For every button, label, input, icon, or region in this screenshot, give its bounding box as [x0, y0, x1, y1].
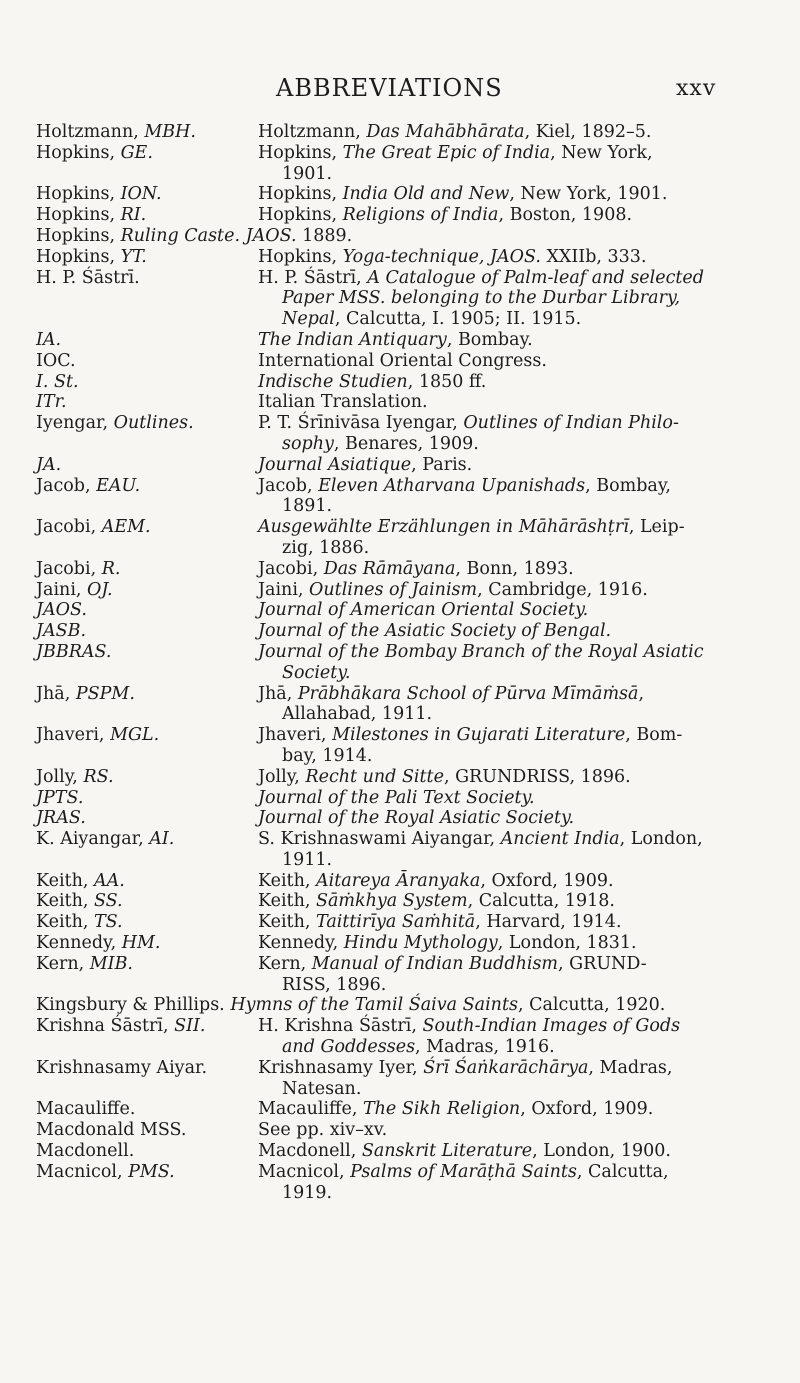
abbreviation-code: MGL. [110, 725, 160, 746]
expansion-text: , [638, 683, 645, 704]
expansion-title: Prābhākara School of Pūrva Mīmāṁsā [297, 683, 639, 704]
expansion-text: Macauliffe, [258, 1099, 363, 1120]
abbreviation-entry [36, 413, 776, 455]
abbreviation-entry [36, 642, 776, 684]
abbreviation-entry [36, 788, 776, 809]
abbreviation-entry [36, 559, 776, 580]
abbreviation-key [36, 954, 258, 996]
expansion-title: Journal of the Royal Asiatic Society. [258, 808, 575, 829]
abbreviation-expansion [302, 226, 352, 246]
abbreviation-entry [36, 621, 776, 642]
expansion-text: Macdonell, [258, 1141, 362, 1162]
abbreviation-expansion [258, 580, 776, 601]
expansion-text: Jolly, [258, 766, 306, 787]
abbreviation-expansion [258, 871, 776, 892]
abbreviation-code: ION. [120, 184, 162, 205]
expansion-text: , New York, [550, 142, 653, 163]
abbreviation-key [36, 1016, 258, 1058]
abbreviation-code: SS. [94, 891, 123, 912]
abbreviation-expansion [258, 392, 776, 413]
abbreviation-author: Hopkins, [36, 142, 121, 163]
abbreviation-author: Holtzmann, [36, 122, 145, 142]
abbreviation-expansion [258, 933, 776, 954]
abbreviation-author: Macnicol, [36, 1161, 129, 1182]
abbreviation-key [36, 829, 258, 871]
expansion-title: Milestones in Gujarati Literature [332, 725, 626, 746]
abbreviation-entry [36, 392, 776, 413]
expansion-title: Recht und Sitte [305, 766, 444, 787]
abbreviation-code: JBBRAS. [36, 641, 112, 662]
expansion-text: , Calcutta, 1918. [467, 891, 615, 912]
abbreviation-code: PMS. [128, 1161, 175, 1182]
abbreviation-entry [36, 1058, 776, 1100]
expansion-title: India Old and New [342, 184, 510, 205]
expansion-title: Hindu Mythology [343, 933, 498, 954]
expansion-text: Italian Translation. [258, 392, 428, 413]
abbreviation-code: AA. [94, 870, 125, 891]
abbreviation-expansion [258, 559, 776, 580]
abbreviation-entry [36, 517, 776, 559]
abbreviation-author: Hopkins, [36, 225, 121, 246]
abbreviation-key [36, 1141, 258, 1162]
expansion-text: , Bonn, 1893. [455, 558, 574, 579]
page-number: xxv [676, 76, 717, 101]
abbreviation-expansion [258, 1016, 776, 1058]
abbreviation-expansion [258, 684, 776, 726]
expansion-text: Jacobi, [258, 558, 324, 579]
abbreviation-entry [36, 1120, 776, 1141]
expansion-text: zig, 1886. [282, 537, 370, 558]
expansion-text: Macnicol, [258, 1161, 351, 1182]
abbreviation-entry [36, 268, 776, 330]
expansion-title: Journal of the Pali Text Society. [258, 787, 535, 808]
expansion-title: sophy [282, 433, 334, 454]
abbreviation-expansion [230, 995, 665, 1015]
expansion-text: Kennedy, [258, 933, 344, 954]
expansion-text: , London, 1900. [532, 1141, 671, 1162]
abbreviation-expansion [258, 1162, 776, 1204]
expansion-text: , London, [619, 829, 703, 850]
expansion-text: 1889. [302, 225, 353, 246]
abbreviation-key [36, 455, 258, 476]
expansion-text: 1919. [282, 1182, 333, 1203]
continuation-line [258, 850, 776, 871]
expansion-text: Allahabad, 1911. [282, 704, 433, 725]
abbreviation-expansion [258, 912, 776, 933]
abbreviation-author: Kern, [36, 953, 90, 974]
abbreviation-expansion [258, 1099, 776, 1120]
continuation-line [258, 1037, 776, 1058]
abbreviation-key [36, 912, 258, 933]
abbreviation-expansion [258, 413, 776, 455]
expansion-text: Keith, [258, 891, 316, 912]
abbreviation-entry [36, 226, 776, 247]
abbreviation-expansion [258, 330, 776, 351]
abbreviation-author: Krishnasamy Aiyar. [36, 1057, 208, 1078]
abbreviation-key [36, 372, 258, 393]
abbreviation-entry [36, 122, 776, 143]
abbreviation-entry [36, 600, 776, 621]
expansion-title: Sāṁkhya System [316, 891, 468, 912]
abbreviation-author: H. P. Śāstrī. [36, 267, 140, 288]
expansion-text: RISS, 1896. [282, 974, 387, 995]
continuation-line [258, 434, 776, 455]
abbreviation-key [36, 767, 258, 788]
abbreviation-key [36, 413, 258, 455]
abbreviation-author: Iyengar, [36, 413, 114, 434]
abbreviation-entry [36, 995, 776, 1016]
abbreviation-expansion [258, 642, 776, 684]
expansion-text: See pp. xiv–xv. [258, 1120, 388, 1141]
abbreviation-code: PSPM. [75, 683, 135, 704]
abbreviation-key [36, 725, 258, 767]
abbreviation-expansion [258, 808, 776, 829]
expansion-title: Indische Studien [258, 371, 408, 392]
page-title: ABBREVIATIONS [276, 74, 503, 102]
abbreviation-entry [36, 143, 776, 185]
expansion-text: Hopkins, [258, 142, 343, 163]
expansion-title: Hymns of the Tamil Śaiva Saints [230, 995, 518, 1016]
abbreviation-entry [36, 1099, 776, 1120]
expansion-title: Journal of the Bombay Branch of the Royal Asiatic [258, 641, 704, 662]
abbreviation-entry [36, 184, 776, 205]
abbreviation-author: Hopkins, [36, 205, 121, 226]
abbreviation-code: AEM. [101, 517, 151, 538]
abbreviation-code: R. [101, 558, 121, 579]
abbreviation-author: Macdonell. [36, 1141, 135, 1162]
expansion-text: , Cambridge, 1916. [477, 579, 648, 600]
abbreviation-key [36, 476, 258, 518]
expansion-text: Natesan. [282, 1078, 362, 1099]
continuation-line [258, 746, 776, 767]
abbreviation-expansion [258, 372, 776, 393]
abbreviation-entry [36, 891, 776, 912]
abbreviation-author: Hopkins, [36, 246, 121, 267]
abbreviation-expansion [258, 476, 776, 518]
expansion-text: , Bom- [625, 725, 683, 746]
expansion-title: and Goddesses [282, 1037, 416, 1058]
expansion-text: Jacob, [258, 475, 319, 496]
expansion-text: 1891. [282, 496, 333, 517]
abbreviation-entry [36, 808, 776, 829]
expansion-text: , 1850 ff. [407, 371, 487, 392]
abbreviation-entry [36, 1162, 776, 1204]
abbreviation-code: JASB. [36, 621, 87, 642]
expansion-text: Jhaveri, [258, 725, 333, 746]
abbreviation-code: YT. [120, 246, 147, 267]
abbreviation-entry [36, 954, 776, 996]
abbreviation-list [36, 122, 776, 1203]
abbreviation-key [36, 392, 258, 413]
abbreviation-author: Jacobi, [36, 517, 102, 538]
abbreviation-author: Jacob, [36, 475, 97, 496]
abbreviation-code: JPTS. [36, 787, 84, 808]
abbreviation-code: TS. [94, 912, 123, 933]
abbreviation-entry [36, 933, 776, 954]
abbreviation-key [36, 788, 258, 809]
abbreviation-key [36, 559, 258, 580]
abbreviation-expansion [258, 455, 776, 476]
expansion-title: Yoga-technique, JAOS. [342, 246, 541, 267]
abbreviation-author: Keith, [36, 891, 94, 912]
expansion-text: , Paris. [411, 454, 473, 475]
abbreviation-key [36, 1099, 258, 1120]
expansion-title: The Great Epic of India [342, 142, 551, 163]
expansion-text: , GRUNDRISS, 1896. [443, 766, 631, 787]
expansion-title: Nepal [282, 309, 335, 330]
abbreviation-author: Jhaveri, [36, 725, 111, 746]
abbreviation-entry [36, 871, 776, 892]
abbreviation-key [36, 580, 258, 601]
continuation-line [258, 1183, 776, 1204]
abbreviation-code: RS. [83, 766, 114, 787]
running-header [0, 74, 800, 104]
expansion-title: Manual of Indian Buddhism [311, 953, 559, 974]
expansion-text: , London, 1831. [497, 933, 637, 954]
abbreviation-expansion [258, 600, 776, 621]
abbreviation-code: RI. [120, 205, 147, 226]
abbreviation-code: MBH. [144, 122, 196, 142]
abbreviation-key [36, 517, 258, 559]
abbreviation-expansion [258, 621, 776, 642]
abbreviation-expansion [258, 1141, 776, 1162]
continuation-line [258, 975, 776, 996]
abbreviation-key [36, 205, 258, 226]
abbreviation-author: Krishna Śāstrī, [36, 1016, 175, 1037]
expansion-text: bay, 1914. [282, 745, 373, 766]
expansion-title: Eleven Atharvana Upanishads [318, 475, 586, 496]
abbreviation-entry [36, 684, 776, 726]
expansion-text: , Leip- [628, 517, 685, 538]
abbreviation-code: ITr. [36, 392, 67, 413]
abbreviation-expansion [258, 122, 776, 143]
abbreviation-code: AI. [149, 829, 175, 850]
abbreviation-entry [36, 205, 776, 226]
abbreviation-entry [36, 247, 776, 268]
abbreviation-code: JAOS. [36, 600, 87, 621]
abbreviation-key [36, 871, 258, 892]
expansion-text: S. Krishnaswami Aiyangar, [258, 829, 501, 850]
expansion-title: Ausgewählte Erzählungen in Māhārāshṭrī [258, 517, 629, 538]
abbreviation-expansion [258, 143, 776, 185]
continuation-line [258, 309, 776, 330]
expansion-text: Jhā, [258, 683, 298, 704]
expansion-text: , Calcutta, [576, 1161, 669, 1182]
expansion-title: Outlines of Indian Philo- [463, 413, 679, 434]
abbreviation-expansion [258, 767, 776, 788]
expansion-title: Religions of India [342, 205, 499, 226]
continuation-line [258, 704, 776, 725]
abbreviation-key [36, 621, 258, 642]
abbreviation-code: Ruling Caste. JAOS. [120, 225, 297, 246]
expansion-text: , Calcutta, I. 1905; II. 1915. [334, 309, 582, 330]
expansion-text: , Kiel, 1892–5. [524, 122, 652, 142]
abbreviation-code: GE. [120, 142, 153, 163]
abbreviation-key [36, 247, 258, 268]
expansion-title: Ancient India [500, 829, 620, 850]
expansion-text: , New York, 1901. [509, 184, 668, 205]
abbreviation-expansion [258, 891, 776, 912]
abbreviation-author: Macdonald MSS. [36, 1120, 187, 1141]
continuation-line [258, 663, 776, 684]
abbreviation-entry [36, 455, 776, 476]
continuation-line [258, 1079, 776, 1100]
abbreviation-entry [36, 1141, 776, 1162]
expansion-text: Hopkins, [258, 246, 343, 267]
abbreviation-author: Hopkins, [36, 184, 121, 205]
expansion-title: Journal of American Oriental Society. [258, 600, 589, 621]
abbreviation-key [36, 351, 258, 372]
expansion-text: , Bombay. [446, 329, 533, 350]
expansion-text: H. Krishna Śāstrī, [258, 1016, 423, 1037]
abbreviation-author: K. Aiyangar, [36, 829, 150, 850]
expansion-title: Das Mahābhārata [366, 122, 525, 142]
abbreviation-code: MIB. [89, 953, 133, 974]
expansion-text: , GRUND- [558, 953, 647, 974]
abbreviation-key [36, 1162, 258, 1204]
abbreviation-expansion [258, 829, 776, 871]
continuation-line [258, 496, 776, 517]
expansion-text: Holtzmann, [258, 122, 367, 142]
abbreviation-author: Macauliffe. [36, 1099, 136, 1120]
expansion-title: The Sikh Religion [362, 1099, 521, 1120]
expansion-title: A Catalogue of Palm-leaf and selected [367, 267, 704, 288]
expansion-title: Das Rāmāyana [323, 558, 456, 579]
expansion-title: The Indian Antiquary [258, 329, 447, 350]
abbreviation-author: Jacobi, [36, 558, 102, 579]
expansion-text: 1911. [282, 849, 333, 870]
abbreviation-key [36, 891, 258, 912]
abbreviation-author: Jhā, [36, 683, 76, 704]
abbreviation-author: Keith, [36, 870, 94, 891]
abbreviation-expansion [258, 1058, 776, 1100]
expansion-title: Journal of the Asiatic Society of Bengal. [258, 621, 612, 642]
abbreviation-author: Kennedy, [36, 933, 122, 954]
expansion-text: , Madras, 1916. [415, 1037, 555, 1058]
expansion-text: P. T. Śrīnivāsa Iyengar, [258, 413, 464, 434]
abbreviation-author: Jolly, [36, 766, 84, 787]
expansion-text: International Oriental Congress. [258, 350, 547, 371]
abbreviation-entry [36, 1016, 776, 1058]
abbreviation-key [36, 684, 258, 726]
expansion-text: Jaini, [258, 579, 310, 600]
expansion-text: , Oxford, 1909. [520, 1099, 654, 1120]
abbreviation-expansion [258, 268, 776, 330]
abbreviation-code: EAU. [96, 475, 141, 496]
abbreviation-expansion [258, 184, 776, 205]
expansion-text: Hopkins, [258, 205, 343, 226]
expansion-text: Keith, [258, 870, 316, 891]
expansion-title: South-Indian Images of Gods [422, 1016, 681, 1037]
expansion-text: , Boston, 1908. [498, 205, 633, 226]
abbreviation-key [36, 330, 258, 351]
abbreviation-expansion [258, 517, 776, 559]
abbreviation-key [36, 143, 258, 185]
abbreviation-entry [36, 912, 776, 933]
expansion-text: XXIIb, 333. [540, 246, 647, 267]
expansion-title: Taittirīya Saṁhitā [316, 912, 476, 933]
abbreviation-key [36, 1120, 258, 1141]
abbreviation-entry [36, 829, 776, 871]
continuation-line [258, 538, 776, 559]
abbreviation-key [36, 600, 258, 621]
abbreviation-author: Jaini, [36, 579, 88, 600]
expansion-title: Outlines of Jainism [309, 579, 478, 600]
abbreviation-code: IA. [36, 329, 62, 350]
expansion-title: Aitareya Āranyaka [316, 870, 481, 891]
abbreviation-expansion [258, 954, 776, 996]
abbreviation-entry [36, 330, 776, 351]
expansion-text: Krishnasamy Iyer, [258, 1057, 424, 1078]
abbreviation-entry [36, 580, 776, 601]
abbreviation-key [36, 642, 258, 684]
expansion-title: Śrī Śaṅkarāchārya [423, 1057, 589, 1078]
abbreviation-expansion [258, 1120, 776, 1141]
abbreviation-code: Outlines. [113, 413, 194, 434]
abbreviation-expansion [258, 725, 776, 767]
abbreviation-key [36, 995, 225, 1015]
abbreviation-expansion [258, 351, 776, 372]
expansion-text: 1901. [282, 163, 333, 184]
abbreviation-entry [36, 351, 776, 372]
abbreviation-key [36, 184, 258, 205]
abbreviation-author: IOC. [36, 350, 76, 371]
abbreviation-key [36, 226, 297, 246]
abbreviation-key [36, 808, 258, 829]
expansion-text: , Harvard, 1914. [475, 912, 622, 933]
abbreviation-author: Keith, [36, 912, 94, 933]
expansion-text: H. P. Śāstrī, [258, 267, 368, 288]
continuation-line [258, 164, 776, 185]
expansion-text: , Bombay, [585, 475, 671, 496]
expansion-text: Kern, [258, 953, 312, 974]
abbreviation-entry [36, 372, 776, 393]
expansion-title: Sanskrit Literature [361, 1141, 533, 1162]
continuation-line [258, 288, 776, 309]
abbreviation-expansion [258, 247, 776, 268]
abbreviation-code: I. St. [36, 371, 79, 392]
expansion-text: , Oxford, 1909. [480, 870, 614, 891]
abbreviation-code: JA. [36, 454, 62, 475]
abbreviation-expansion [258, 788, 776, 809]
abbreviation-entry [36, 767, 776, 788]
abbreviation-key [36, 933, 258, 954]
abbreviation-code: SII. [174, 1016, 206, 1037]
expansion-text: Keith, [258, 912, 316, 933]
abbreviation-key [36, 122, 258, 143]
expansion-title: Society. [282, 662, 351, 683]
expansion-text: , Benares, 1909. [333, 433, 479, 454]
expansion-title: Paper MSS. belonging to the Durbar Library, [282, 288, 681, 309]
abbreviation-key [36, 1058, 258, 1100]
abbreviation-code: OJ. [87, 579, 113, 600]
abbreviation-entry [36, 476, 776, 518]
expansion-title: Psalms of Marāṭhā Saints [350, 1161, 577, 1182]
abbreviation-author: Kingsbury & Phillips. [36, 995, 225, 1016]
abbreviation-entry [36, 725, 776, 767]
expansion-title: Journal Asiatique [258, 454, 412, 475]
abbreviation-key [36, 268, 258, 330]
expansion-text: , Madras, [588, 1057, 673, 1078]
expansion-text: , Calcutta, 1920. [517, 995, 666, 1016]
abbreviation-code: HM. [121, 933, 161, 954]
expansion-text: Hopkins, [258, 184, 343, 205]
abbreviation-code: JRAS. [36, 808, 86, 829]
abbreviation-expansion [258, 205, 776, 226]
